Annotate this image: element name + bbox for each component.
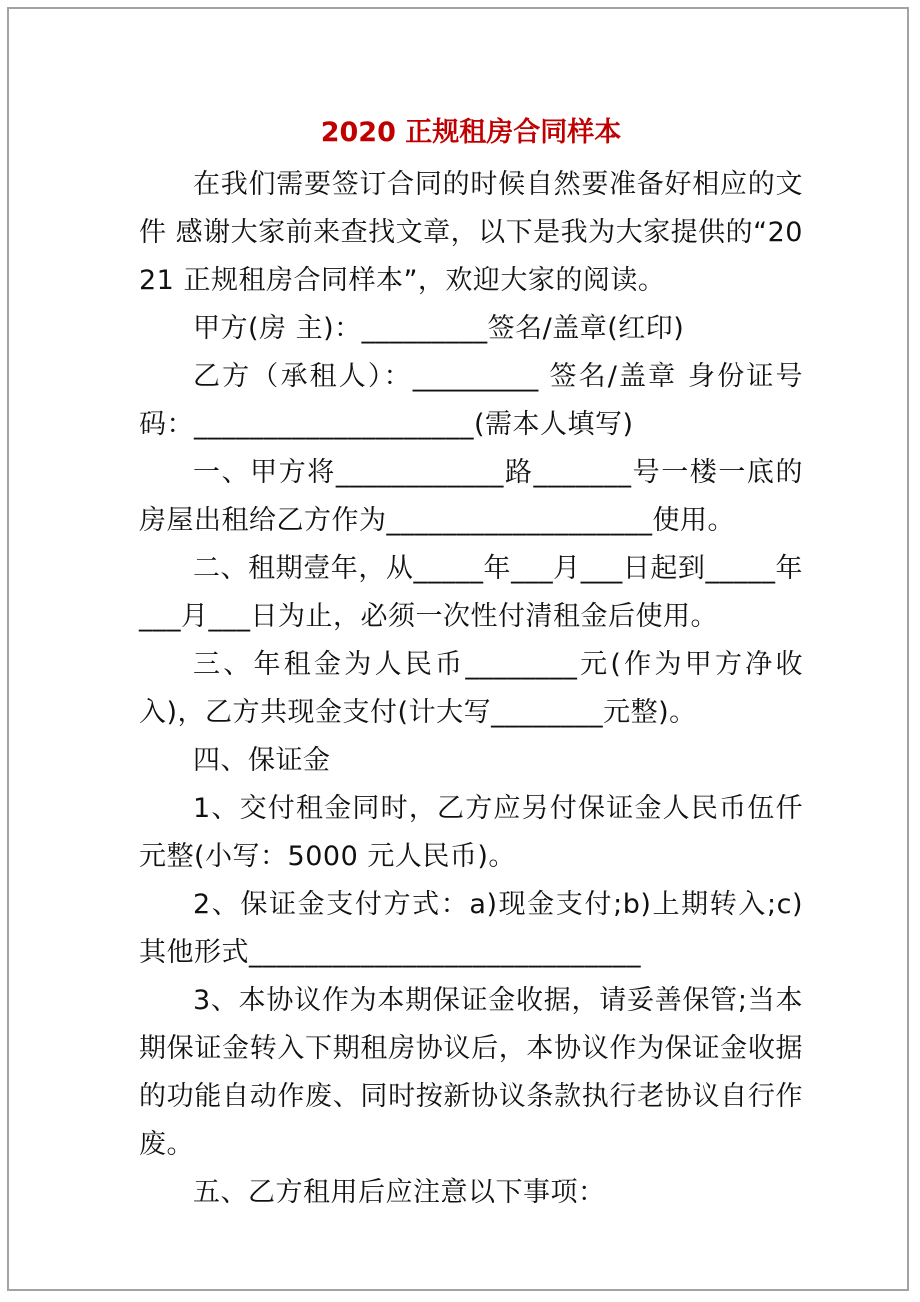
paragraph-party-b: 乙方（承租人）：_________ 签名/盖章 身份证号码：____________________(需本人填写) — [139, 361, 803, 440]
paragraph-clause-3: 三、年租金为人民币________元(作为甲方净收入)，乙方共现金支付(计大写________元整)。 — [139, 649, 803, 728]
paragraph-intro: 在我们需要签订合同的时候自然要准备好相应的文件 感谢大家前来查找文章，以下是我为大家提供的“2021 正规租房合同样本”，欢迎大家的阅读。 — [139, 169, 803, 296]
paragraph-clause-5-heading: 五、乙方租用后应注意以下事项： — [193, 1177, 606, 1208]
paragraph-clause-4-heading: 四、保证金 — [193, 745, 331, 776]
paragraph-clause-4-item-1: 1、交付租金同时，乙方应另付保证金人民币伍仟元整(小写：5000 元人民币)。 — [139, 793, 803, 872]
paragraph-clause-4-item-2: 2、保证金支付方式：a)现金支付;b)上期转入;c)其他形式____________________________ — [139, 889, 803, 968]
document-body — [139, 109, 803, 1217]
document-title: 2020 正规租房合同样本 — [320, 117, 622, 148]
paragraph-clause-1: 一、甲方将____________路_______号一楼一底的房屋出租给乙方作为___________________使用。 — [139, 457, 803, 536]
paragraph-clause-4-item-3: 3、本协议作为本期保证金收据，请妥善保管;当本期保证金转入下期租房协议后，本协议作为保证金收据的功能自动作废、同时按新协议条款执行老协议自行作废。 — [139, 985, 803, 1160]
paragraph-clause-2: 二、租期壹年，从_____年___月___日起到_____年___月___日为止，必须一次性付清租金后使用。 — [139, 553, 803, 632]
document-page — [7, 7, 909, 1291]
paragraph-party-a: 甲方(房 主)：_________签名/盖章(红印) — [193, 313, 685, 344]
